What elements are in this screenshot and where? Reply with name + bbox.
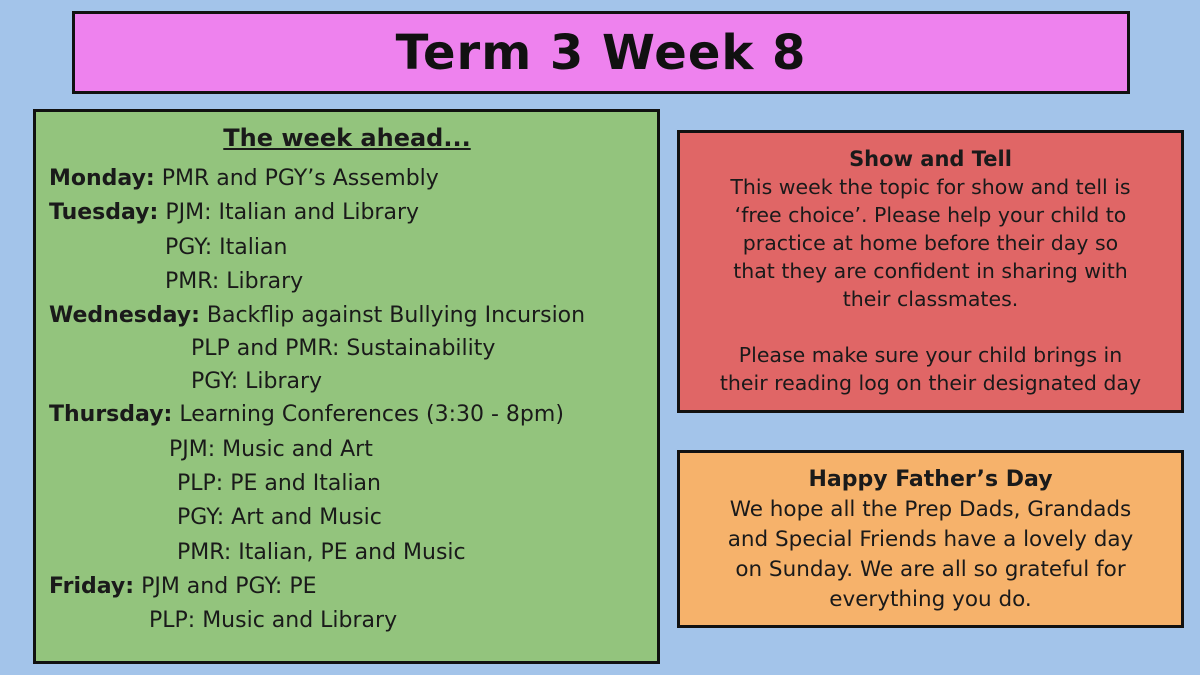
fathers-day-line: and Special Friends have a lovely day: [727, 527, 1134, 552]
show-and-tell-heading: Show and Tell: [849, 147, 1012, 171]
reading-log-line: Please make sure your child brings in: [738, 343, 1123, 367]
show-and-tell-line: ‘free choice’. Please help your child to: [734, 203, 1127, 227]
thursday-label: Thursday:: [49, 402, 173, 428]
show-and-tell-line: that they are confident in sharing with: [733, 259, 1128, 283]
thursday-item: PGY: Art and Music: [177, 505, 382, 531]
show-and-tell-line: This week the topic for show and tell is: [730, 175, 1131, 199]
week-ahead-panel: [33, 109, 660, 664]
show-and-tell-panel: [677, 130, 1184, 413]
wednesday-item: PGY: Library: [191, 368, 323, 394]
fathers-day-line: on Sunday. We are all so grateful for: [735, 557, 1126, 582]
tuesday-label: Tuesday:: [49, 200, 159, 226]
friday-item: PJM and PGY: PE: [141, 573, 317, 599]
thursday-item: PMR: Italian, PE and Music: [177, 539, 466, 565]
show-and-tell-line: practice at home before their day so: [742, 231, 1119, 255]
monday-row: [49, 162, 645, 196]
title-banner: [72, 11, 1130, 94]
fathers-day-panel: [677, 450, 1184, 628]
friday-label: Friday:: [49, 573, 135, 599]
fathers-day-line: everything you do.: [829, 587, 1032, 612]
wednesday-item: Backflip against Bullying Incursion: [206, 303, 586, 329]
friday-item: PLP: Music and Library: [149, 608, 398, 634]
wednesday-row: [49, 299, 645, 333]
tuesday-item: PGY: Italian: [165, 234, 288, 260]
tuesday-row: [49, 196, 645, 230]
monday-label: Monday:: [49, 166, 155, 191]
fathers-day-line: We hope all the Prep Dads, Grandads: [729, 497, 1132, 522]
show-and-tell-line: their classmates.: [842, 287, 1019, 311]
wednesday-item: PLP and PMR: Sustainability: [191, 336, 496, 362]
thursday-row: [49, 398, 645, 432]
monday-item: PMR and PGY’s Assembly: [161, 166, 439, 191]
reading-log-line: their reading log on their designated day: [719, 371, 1142, 395]
page-title: Term 3 Week 8: [395, 24, 807, 81]
thursday-item: PJM: Music and Art: [169, 436, 373, 462]
tuesday-item: PJM: Italian and Library: [165, 200, 420, 226]
thursday-item: PLP: PE and Italian: [177, 471, 381, 497]
wednesday-label: Wednesday:: [49, 303, 200, 329]
tuesday-item: PMR: Library: [165, 268, 304, 294]
paragraph-gap: [688, 313, 1173, 341]
fathers-day-heading: Happy Father’s Day: [808, 467, 1053, 492]
friday-row: [49, 570, 645, 604]
week-ahead-heading: The week ahead...: [223, 124, 471, 152]
thursday-item: Learning Conferences (3:30 - 8pm): [179, 402, 564, 428]
